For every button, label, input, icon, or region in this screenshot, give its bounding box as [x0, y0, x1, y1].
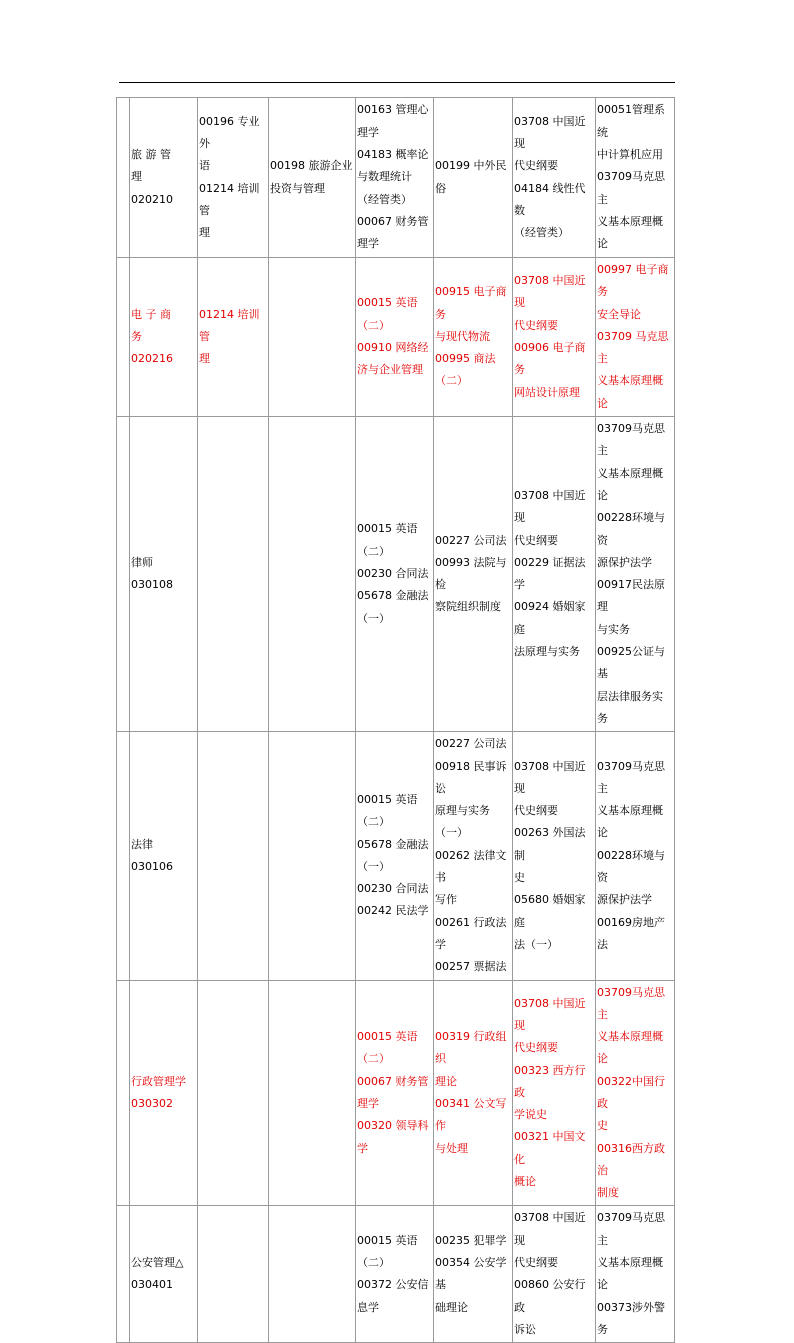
course-line: 00230 合同法	[357, 882, 429, 896]
course-line: 00917民法原理	[597, 578, 665, 614]
course-line: 00910 网络经	[357, 341, 429, 355]
major-line: 法律	[131, 837, 153, 851]
course-line: 00915 电子商务	[435, 285, 507, 321]
course-cell-4	[434, 417, 513, 732]
course-cell-6	[596, 98, 675, 258]
course-line: 理	[199, 226, 210, 240]
course-line: 代史纲要	[514, 804, 558, 818]
major-line: 务	[131, 329, 142, 343]
course-line: 00319 行政组织	[435, 1030, 507, 1066]
course-line: 代史纲要	[514, 159, 558, 173]
course-cell-1	[198, 1206, 269, 1343]
course-line: 00257 票据法	[435, 960, 507, 974]
course-line: 原理与实务	[435, 804, 490, 818]
course-cell-3	[356, 980, 434, 1206]
course-line: （二）	[357, 1052, 390, 1066]
course-line: 义基本原理概	[597, 214, 663, 228]
course-cell-6	[596, 1206, 675, 1343]
course-line: 03708 中国近现	[514, 996, 586, 1032]
course-line: 03708 中国近现	[514, 114, 586, 150]
course-line: 网站设计原理	[514, 385, 580, 399]
course-line: 03709 马克思主	[597, 329, 669, 366]
course-cell-5	[513, 258, 596, 417]
table-row	[117, 417, 675, 732]
major-cell	[130, 258, 198, 417]
course-line: 写作	[435, 893, 457, 907]
course-cell-3	[356, 1206, 434, 1343]
course-line: 00067 财务管	[357, 214, 429, 228]
course-line: 05678 金融法	[357, 589, 429, 603]
course-line: 与现代物流	[435, 329, 490, 343]
course-line: 学	[357, 1141, 368, 1155]
major-line: 020210	[131, 192, 173, 206]
course-line: 法（一）	[514, 937, 558, 951]
course-cell-1	[198, 417, 269, 732]
major-line: 030401	[131, 1278, 173, 1292]
course-line: 00051管理系统	[597, 103, 665, 139]
course-line: 00169房地产法	[597, 915, 665, 951]
course-line: 03708 中国近现	[514, 759, 586, 795]
course-line: 与数理统计	[357, 170, 412, 184]
course-line: （一）	[357, 859, 390, 873]
course-line: 础理论	[435, 1300, 468, 1314]
course-line: 论	[597, 237, 608, 251]
course-line: 义基本原理概	[597, 466, 663, 480]
course-cell-3	[356, 258, 434, 417]
course-line: 03709马克思主	[597, 170, 665, 206]
course-line: 00198 旅游企业	[270, 159, 353, 173]
course-line: 00242 民法学	[357, 904, 429, 918]
course-line: 义基本原理概	[597, 1030, 663, 1044]
course-cell-5	[513, 980, 596, 1206]
major-cell	[130, 980, 198, 1206]
course-line: 概论	[514, 1175, 536, 1189]
row-margin-cell	[117, 980, 130, 1206]
course-line: 00372 公安信	[357, 1278, 429, 1292]
course-line: 00924 婚姻家庭	[514, 600, 586, 636]
course-line: 理论	[435, 1074, 457, 1088]
course-line: 05680 婚姻家庭	[514, 893, 586, 929]
course-line: 00015 英语	[357, 792, 418, 806]
course-line: 00163 管理心	[357, 103, 429, 117]
course-line: 00918 民事诉讼	[435, 759, 507, 795]
row-margin-cell	[117, 1206, 130, 1343]
major-line: 030302	[131, 1096, 173, 1110]
course-line: 学说史	[514, 1108, 547, 1122]
course-cell-4	[434, 258, 513, 417]
course-line: 义基本原理概	[597, 1256, 663, 1270]
course-line: 制度	[597, 1186, 619, 1200]
course-line: 理学	[357, 1096, 379, 1110]
course-cell-5	[513, 1206, 596, 1343]
course-cell-5	[513, 98, 596, 258]
course-line: （一）	[435, 826, 468, 840]
course-cell-6	[596, 980, 675, 1206]
course-line: 察院组织制度	[435, 600, 501, 614]
course-cell-2	[269, 258, 356, 417]
course-line: 息学	[357, 1300, 379, 1314]
course-line: 投资与管理	[270, 181, 325, 195]
course-cell-1	[198, 258, 269, 417]
course-cell-4	[434, 732, 513, 980]
course-line: 01214 培训管	[199, 181, 260, 217]
course-line: 00199 中外民俗	[435, 159, 507, 195]
table-row	[117, 980, 675, 1206]
course-line: 03708 中国近现	[514, 1211, 586, 1247]
course-line: （二）	[357, 815, 390, 829]
course-cell-3	[356, 732, 434, 980]
course-line: 代史纲要	[514, 533, 558, 547]
course-cell-6	[596, 732, 675, 980]
course-cell-2	[269, 1206, 356, 1343]
course-cell-4	[434, 980, 513, 1206]
course-cell-1	[198, 732, 269, 980]
row-margin-cell	[117, 98, 130, 258]
course-cell-2	[269, 417, 356, 732]
row-margin-cell	[117, 258, 130, 417]
course-line: 源保护法学	[597, 893, 652, 907]
course-line: 法原理与实务	[514, 645, 580, 659]
course-line: 00263 外国法制	[514, 826, 586, 862]
course-line: 00373涉外警务	[597, 1300, 665, 1336]
major-line: 030108	[131, 578, 173, 592]
course-line: 00860 公安行政	[514, 1278, 586, 1314]
course-cell-6	[596, 417, 675, 732]
course-line: 00015 英语	[357, 296, 418, 310]
course-cell-6	[596, 258, 675, 417]
table-row	[117, 1206, 675, 1343]
course-line: 00015 英语	[357, 1233, 418, 1247]
course-line: 03709马克思主	[597, 1211, 665, 1247]
course-line: 代史纲要	[514, 318, 558, 332]
major-cell	[130, 98, 198, 258]
course-line: （经管类）	[357, 192, 412, 206]
major-cell	[130, 732, 198, 980]
course-line: 00067 财务管	[357, 1074, 429, 1088]
course-line: 语	[199, 159, 210, 173]
course-line: 03708 中国近现	[514, 488, 586, 525]
course-line: 史	[597, 1119, 608, 1133]
course-line: 00235 犯罪学	[435, 1233, 507, 1247]
course-line: 03708 中国近现	[514, 274, 586, 310]
course-line: 义基本原理概	[597, 374, 663, 388]
course-line: 00993 法院与检	[435, 555, 507, 592]
course-line: 00323 西方行政	[514, 1063, 586, 1099]
course-line: 03709马克思主	[597, 985, 665, 1021]
major-line: 理	[131, 170, 142, 184]
course-cell-1	[198, 98, 269, 258]
course-cell-4	[434, 1206, 513, 1343]
course-line: 00322中国行政	[597, 1074, 665, 1110]
course-line: 00995 商法（二）	[435, 352, 496, 388]
course-line: 00320 领导科	[357, 1119, 429, 1133]
major-line: 电 子 商	[131, 307, 171, 321]
course-line: （二）	[357, 1256, 390, 1270]
course-line: （二）	[357, 544, 390, 558]
course-line: 诉讼	[514, 1322, 536, 1336]
course-line: 源保护法学	[597, 555, 652, 569]
major-line: 020216	[131, 352, 173, 366]
course-cell-2	[269, 732, 356, 980]
table-row	[117, 98, 675, 258]
course-line: 00230 合同法	[357, 567, 429, 580]
course-line: 00227 公司法	[435, 737, 507, 751]
major-line: 030106	[131, 859, 173, 873]
course-line: 00925公证与基	[597, 645, 665, 681]
course-line: 03709马克思主	[597, 759, 665, 795]
course-line: 00228环境与资	[597, 848, 665, 885]
course-line: 中计算机应用	[597, 148, 663, 162]
course-line: 论	[597, 1052, 608, 1066]
course-line: 05678 金融法	[357, 837, 429, 851]
course-line: 01214 培训管	[199, 307, 260, 343]
major-line: 行政管理学	[131, 1074, 186, 1088]
course-line: 00262 法律文书	[435, 848, 507, 885]
major-line: 公安管理△	[131, 1256, 184, 1270]
course-line: 00015 英语	[357, 522, 418, 536]
course-line: 论	[597, 488, 608, 502]
exam-course-table	[116, 97, 675, 1343]
course-line: 理学	[357, 237, 379, 251]
course-line: 04184 线性代数	[514, 181, 586, 217]
major-cell	[130, 1206, 198, 1343]
course-line: （经管类）	[514, 226, 569, 240]
course-cell-2	[269, 98, 356, 258]
course-cell-3	[356, 98, 434, 258]
course-line: 代史纲要	[514, 1041, 558, 1055]
course-line: 00227 公司法	[435, 533, 507, 547]
course-line: 00229 证据法学	[514, 555, 586, 592]
course-line: 00997 电子商务	[597, 263, 669, 299]
course-line: 00321 中国文化	[514, 1130, 586, 1166]
course-line: 00906 电子商务	[514, 341, 586, 377]
course-line: 00228环境与资	[597, 511, 665, 547]
course-line: 安全导论	[597, 307, 641, 321]
course-line: （一）	[357, 611, 390, 625]
course-line: 层法律服务实	[597, 689, 663, 703]
course-line: 04183 概率论	[357, 148, 429, 162]
course-line: 00261 行政法学	[435, 915, 507, 951]
course-line: 00316西方政治	[597, 1141, 665, 1177]
table-row	[117, 732, 675, 980]
course-line: 代史纲要	[514, 1256, 558, 1270]
course-cell-1	[198, 980, 269, 1206]
course-line: 03709马克思主	[597, 422, 665, 458]
course-line: 与处理	[435, 1141, 468, 1155]
course-line: 00341 公文写作	[435, 1096, 507, 1133]
course-line: 理	[199, 352, 210, 366]
major-cell	[130, 417, 198, 732]
course-line: 与实务	[597, 622, 630, 636]
course-line: 论	[597, 1278, 608, 1292]
course-line: 史	[514, 871, 525, 885]
course-line: 00354 公安学基	[435, 1256, 507, 1292]
course-line: 济与企业管理	[357, 363, 423, 377]
table-row	[117, 258, 675, 417]
course-line: 理学	[357, 125, 379, 139]
major-line: 旅 游 管	[131, 148, 171, 162]
row-margin-cell	[117, 732, 130, 980]
course-line: 00196 专业外	[199, 114, 260, 150]
course-line: 论	[597, 396, 608, 410]
course-cell-5	[513, 732, 596, 980]
course-line: 务	[597, 711, 608, 725]
row-margin-cell	[117, 417, 130, 732]
course-cell-3	[356, 417, 434, 732]
course-cell-2	[269, 980, 356, 1206]
course-line: 00015 英语	[357, 1030, 418, 1044]
course-line: 义基本原理概	[597, 804, 663, 818]
course-cell-5	[513, 417, 596, 732]
course-line: （二）	[357, 318, 390, 332]
major-line: 律师	[131, 555, 153, 569]
course-cell-4	[434, 98, 513, 258]
header-rule	[119, 82, 675, 83]
course-line: 论	[597, 826, 608, 840]
